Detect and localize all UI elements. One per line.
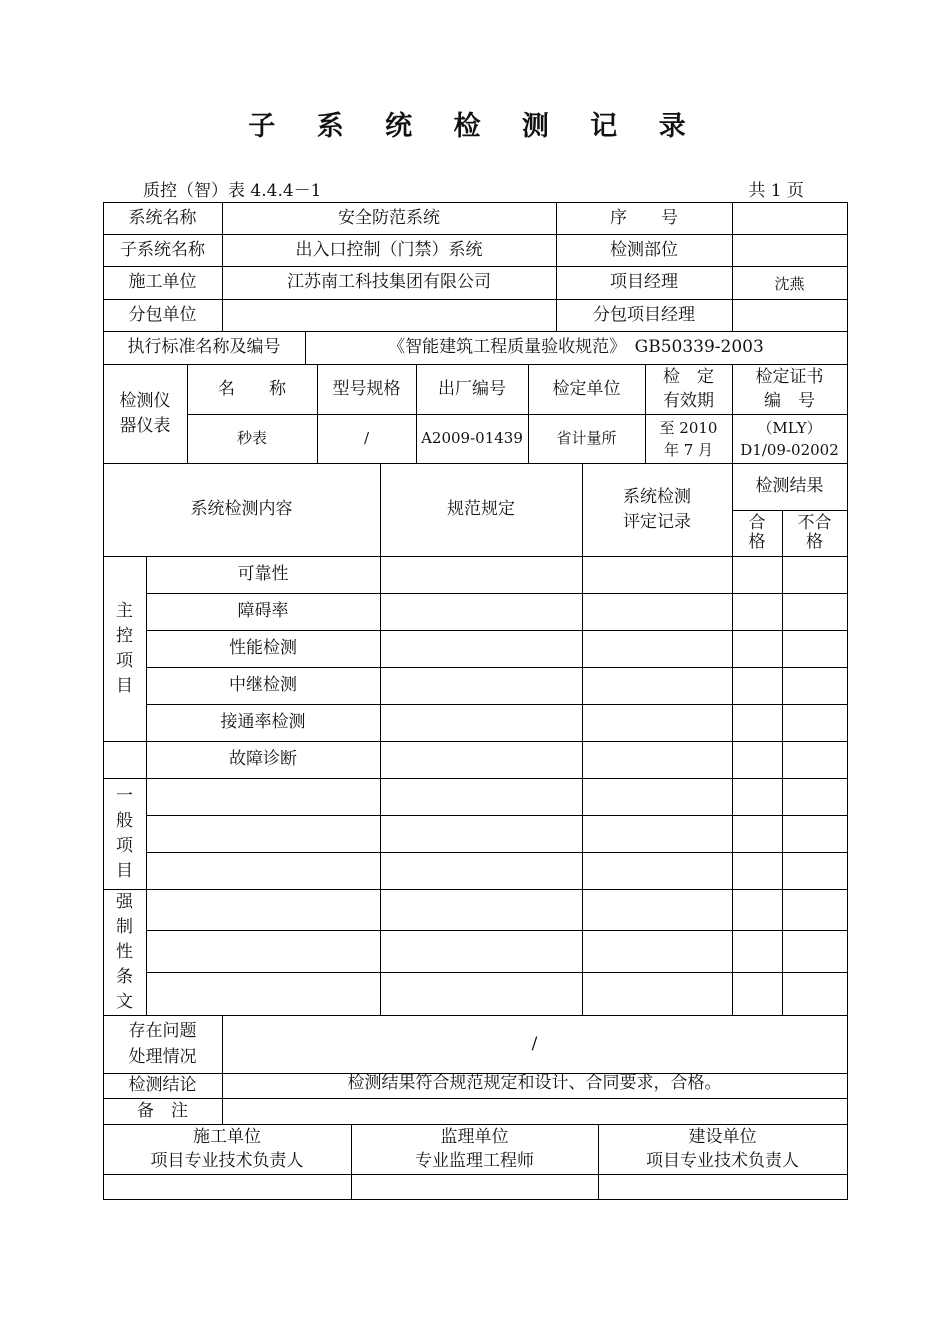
conclusion-value: 检测结果符合规范规定和设计、合同要求，合格。: [347, 1073, 722, 1094]
standard-label: 执行标准名称及编号: [127, 337, 281, 358]
sign-owner: 建设单位 项目专业技术负责人: [646, 1127, 799, 1171]
col-instrument-model: 型号规格: [332, 378, 401, 399]
instrument-cert: （MLY） D1/09-02002: [740, 418, 839, 459]
sign-contractor: 施工单位 项目专业技术负责人: [150, 1127, 304, 1171]
instrument-name: 秒表: [236, 429, 267, 448]
instrument-serial: A2009-01439: [421, 429, 523, 448]
main-item: 障碍率: [237, 601, 289, 622]
main-item: 性能检测: [229, 638, 297, 659]
serial-value: [732, 202, 847, 234]
pm-value: 沈燕: [774, 275, 805, 294]
contractor-value: 江苏南工科技集团有限公司: [287, 272, 491, 293]
contractor-label: 施工单位: [128, 272, 197, 293]
col-instrument-serial: 出厂编号: [438, 378, 506, 399]
instrument-verifier: 省计量所: [556, 429, 617, 448]
standard-value: 《智能建筑工程质量验收规范》 GB50339-2003: [388, 337, 764, 358]
sub-contractor-value: [222, 299, 556, 331]
col-fail: 不合格: [797, 513, 832, 552]
sign-supervisor: 监理单位 专业监理工程师: [415, 1127, 534, 1171]
sub-contractor-label: 分包单位: [128, 304, 197, 325]
system-name-label: 系统名称: [128, 207, 197, 228]
form-id: 质控（智）表 4.4.4－1: [143, 181, 322, 201]
mandatory-group-label: 强制性条文: [116, 891, 133, 1012]
issues-label: 存在问题 处理情况: [128, 1021, 197, 1067]
general-group-label: 一般项目: [116, 785, 133, 881]
sub-pm-value: [732, 299, 847, 331]
col-content: 系统检测内容: [190, 499, 293, 520]
subsystem-label: 子系统名称: [120, 239, 205, 260]
main-item: 接通率检测: [220, 712, 306, 733]
col-pass: 合格: [748, 513, 766, 552]
main-item: 中继检测: [229, 675, 297, 696]
pm-label: 项目经理: [610, 272, 678, 293]
system-name-value: 安全防范系统: [338, 207, 440, 228]
col-spec: 规范规定: [447, 499, 515, 520]
page-count: 共 1 页: [748, 181, 804, 201]
col-instrument-name: 名 称: [218, 378, 286, 399]
serial-label: 序 号: [610, 207, 678, 228]
page-title: 子 系 统 检 测 记 录: [248, 111, 702, 142]
test-part-label: 检测部位: [610, 239, 678, 260]
remarks-label: 备 注: [137, 1100, 188, 1121]
col-instrument-valid: 检 定 有效期: [663, 367, 714, 411]
subsystem-value: 出入口控制（门禁）系统: [295, 239, 483, 260]
issues-value: /: [531, 1033, 538, 1054]
instrument-model: /: [363, 429, 370, 448]
main-item: 可靠性: [237, 564, 289, 585]
conclusion-label: 检测结论: [128, 1075, 197, 1096]
test-part-value: [732, 234, 847, 266]
col-instrument-verifier: 检定单位: [552, 378, 621, 399]
instrument-valid: 至 2010 年 7 月: [659, 418, 718, 459]
sub-pm-label: 分包项目经理: [593, 304, 695, 325]
col-instrument-cert: 检定证书 编 号: [755, 367, 824, 411]
main-item: 故障诊断: [229, 749, 297, 770]
col-result: 检测结果: [755, 476, 824, 497]
col-record: 系统检测 评定记录: [623, 486, 691, 532]
instruments-label: 检测仪器仪表: [119, 390, 171, 436]
remarks-value: [222, 1098, 847, 1124]
main-group-label: 主控项目: [116, 600, 133, 696]
